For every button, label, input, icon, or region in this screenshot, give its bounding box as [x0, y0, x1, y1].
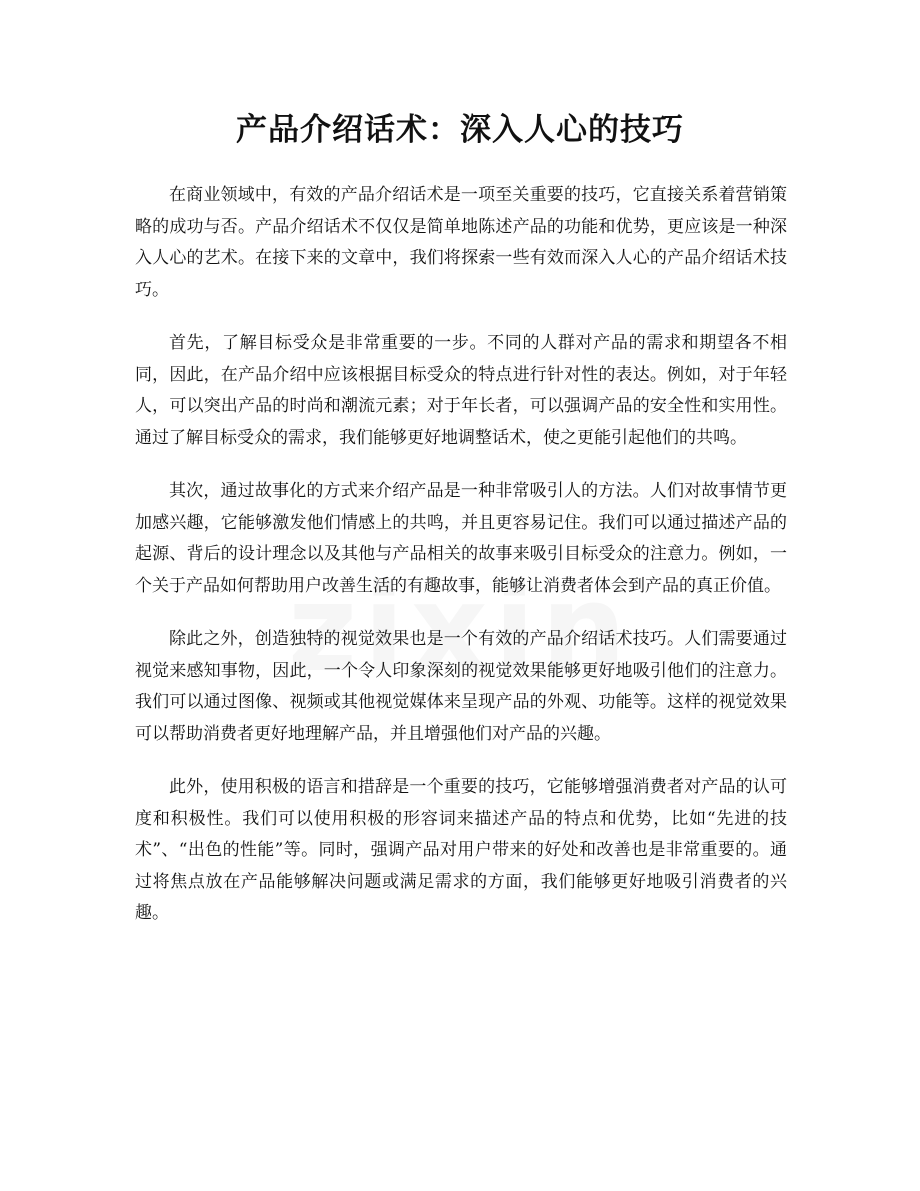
document-title: 产品介绍话术：深入人心的技巧 [236, 112, 684, 148]
paragraph-1: 在商业领域中，有效的产品介绍话术是一项至关重要的技巧，它直接关系着营销策略的成功与否。产品介绍话术不仅仅是简单地陈述产品的功能和优势，更应该是一种深入人心的艺术。在接下来的文章中，我们将探索一些有效而深入人心的产品介绍话术技巧。 [135, 185, 787, 300]
document-body [135, 180, 787, 952]
paragraph-4: 除此之外，创造独特的视觉效果也是一个有效的产品介绍话术技巧。人们需要通过视觉来感知事物，因此，一个令人印象深刻的视觉效果能够更好地吸引他们的注意力。我们可以通过图像、视频或其他视觉媒体来呈现产品的外观、功能等。这样的视觉效果可以帮助消费者更好地理解产品，并且增强他们对产品的兴趣。 [135, 629, 787, 744]
paragraph-5: 此外，使用积极的语言和措辞是一个重要的技巧，它能够增强消费者对产品的认可度和积极性。我们可以使用积极的形容词来描述产品的特点和优势，比如“先进的技术”、“出色的性能”等。同时，强调产品对用户带来的好处和改善也是非常重要的。通过将焦点放在产品能够解决问题或满足需求的方面，我们能够更好地吸引消费者的兴趣。 [135, 777, 787, 923]
paragraph-2: 首先，了解目标受众是非常重要的一步。不同的人群对产品的需求和期望各不相同，因此，在产品介绍中应该根据目标受众的特点进行针对性的表达。例如，对于年轻人，可以突出产品的时尚和潮流元素；对于年长者，可以强调产品的安全性和实用性。通过了解目标受众的需求，我们能够更好地调整话术，使之更能引起他们的共鸣。 [135, 333, 787, 448]
paragraph-3: 其次，通过故事化的方式来介绍产品是一种非常吸引人的方法。人们对故事情节更加感兴趣，它能够激发他们情感上的共鸣，并且更容易记住。我们可以通过描述产品的起源、背后的设计理念以及其他与产品相关的故事来吸引目标受众的注意力。例如，一个关于产品如何帮助用户改善生活的有趣故事，能够让消费者体会到产品的真正价值。 [135, 481, 787, 596]
